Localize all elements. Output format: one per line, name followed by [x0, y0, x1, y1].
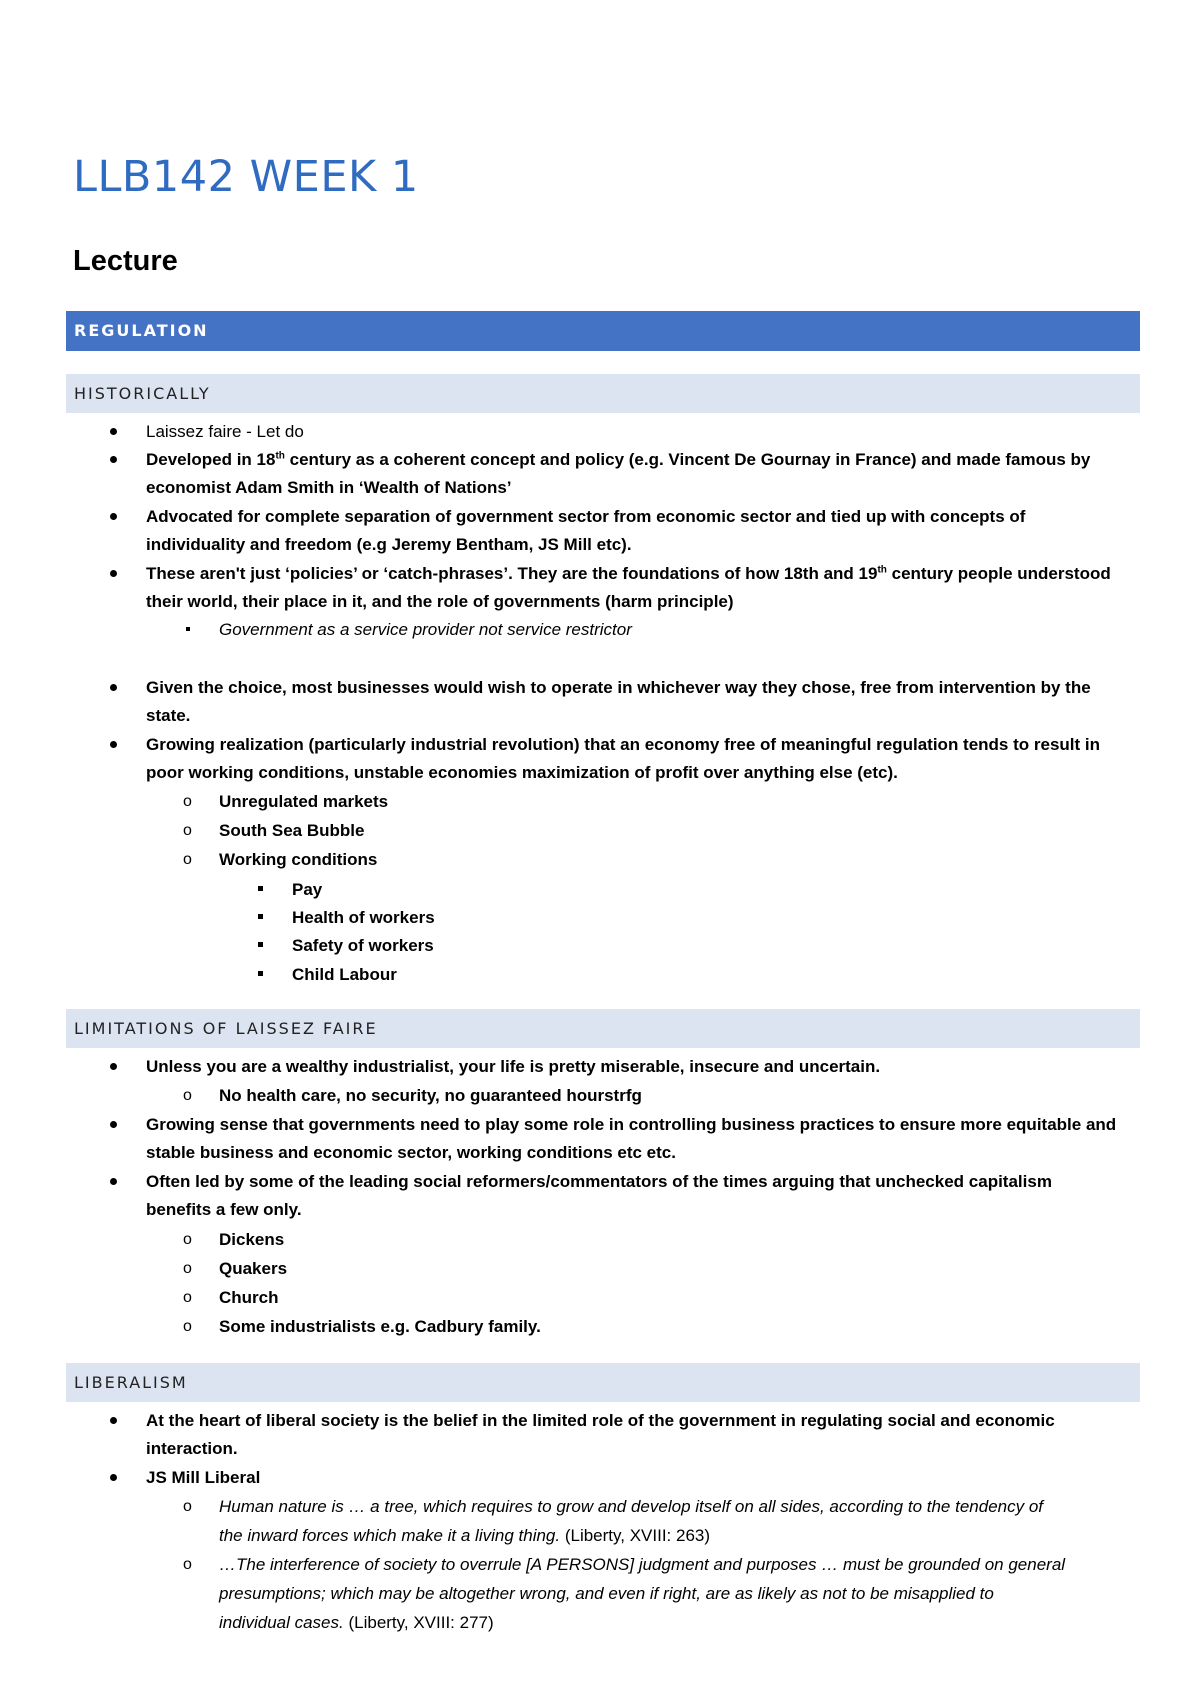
- list-subitem: Church: [219, 1288, 279, 1307]
- list-item: These aren't just ‘policies’ or ‘catch-phrases’. They are the foundations of how 18th and 19th century people understood: [146, 564, 1111, 583]
- list-item: Advocated for complete separation of government sector from economic sector and tied up with concepts of: [146, 507, 1026, 526]
- list-item-continuation: stable business and economic sector, working conditions etc etc.: [146, 1143, 676, 1162]
- list-subitem: Quakers: [219, 1259, 288, 1278]
- circle-bullet-marker: o: [183, 1260, 192, 1277]
- circle-bullet-marker: o: [183, 1087, 192, 1104]
- list-item: Unless you are a wealthy industrialist, your life is pretty miserable, insecure and uncertain.: [146, 1057, 881, 1076]
- circle-bullet-marker: o: [183, 1556, 192, 1573]
- bullet-marker: [110, 741, 117, 748]
- document-title: LLB142 WEEK 1: [73, 152, 419, 202]
- square-bullet-marker: [258, 886, 263, 891]
- list-item: Developed in 18th century as a coherent concept and policy (e.g. Vincent De Gournay in France) and made famous by: [146, 450, 1091, 469]
- heading-liberalism: LIBERALISM: [66, 1363, 1140, 1402]
- list-subitem: Unregulated markets: [219, 792, 389, 811]
- bullet-marker: [110, 1178, 117, 1185]
- bullet-marker: [110, 1417, 117, 1424]
- list-item-continuation: individuality and freedom (e.g Jeremy Bentham, JS Mill etc).: [146, 535, 632, 554]
- circle-bullet-marker: o: [183, 822, 192, 839]
- list-item-continuation: their world, their place in it, and the role of governments (harm principle): [146, 592, 734, 611]
- heading-historically: HISTORICALLY: [66, 374, 1140, 413]
- circle-bullet-marker: o: [183, 1318, 192, 1335]
- quote-line: presumptions; which may be altogether wrong, and even if right, are as likely as not to be misapplied to: [219, 1584, 994, 1603]
- bullet-marker: [110, 1063, 117, 1070]
- list-subitem: Dickens: [219, 1230, 285, 1249]
- circle-bullet-marker: o: [183, 1498, 192, 1515]
- square-bullet-marker: [186, 627, 190, 631]
- quote-line: the inward forces which make it a living thing. (Liberty, XVIII: 263): [219, 1526, 711, 1545]
- quote-line: …The interference of society to overrule [A PERSONS] judgment and purposes … must be grounded on general: [219, 1555, 1066, 1574]
- bullet-marker: [110, 428, 117, 435]
- circle-bullet-marker: o: [183, 1289, 192, 1306]
- list-subitem: Some industrialists e.g. Cadbury family.: [219, 1317, 541, 1336]
- list-item: Often led by some of the leading social reformers/commentators of the times arguing that unchecked capitalism: [146, 1172, 1052, 1191]
- list-subitem: Working conditions: [219, 850, 378, 869]
- list-item: Given the choice, most businesses would wish to operate in whichever way they chose, free from intervention by the: [146, 678, 1091, 697]
- bullet-marker: [110, 1474, 117, 1481]
- list-item-continuation: economist Adam Smith in ‘Wealth of Nations’: [146, 478, 512, 497]
- quote-line: Human nature is … a tree, which requires to grow and develop itself on all sides, according to the tendency of: [219, 1497, 1044, 1516]
- list-item: Growing realization (particularly industrial revolution) that an economy free of meaningful regulation tends to result in: [146, 735, 1101, 754]
- list-item: JS Mill Liberal: [146, 1468, 261, 1487]
- list-item: At the heart of liberal society is the belief in the limited role of the government in regulating social and economic: [146, 1411, 1055, 1430]
- bullet-marker: [110, 570, 117, 577]
- heading-limitations: LIMITATIONS OF LAISSEZ FAIRE: [66, 1009, 1140, 1048]
- list-subitem: Government as a service provider not service restrictor: [219, 620, 632, 639]
- bullet-marker: [110, 513, 117, 520]
- quote-line: individual cases. (Liberty, XVIII: 277): [219, 1613, 494, 1632]
- bullet-marker: [110, 684, 117, 691]
- list-item-continuation: interaction.: [146, 1439, 238, 1458]
- square-bullet-marker: [258, 942, 263, 947]
- circle-bullet-marker: o: [183, 793, 192, 810]
- square-bullet-marker: [258, 971, 263, 976]
- section-regulation-band: REGULATION: [66, 311, 1140, 351]
- list-item-continuation: benefits a few only.: [146, 1200, 302, 1219]
- lecture-heading: Lecture: [73, 245, 178, 277]
- square-bullet-marker: [258, 914, 263, 919]
- list-subsubitem: Child Labour: [292, 965, 397, 984]
- list-subitem: No health care, no security, no guaranteed hourstrfg: [219, 1086, 642, 1105]
- bullet-marker: [110, 456, 117, 463]
- list-item: Growing sense that governments need to play some role in controlling business practices to ensure more equitable and: [146, 1115, 1117, 1134]
- bullet-marker: [110, 1121, 117, 1128]
- list-item-continuation: state.: [146, 706, 191, 725]
- list-subsubitem: Pay: [292, 880, 323, 899]
- circle-bullet-marker: o: [183, 1231, 192, 1248]
- circle-bullet-marker: o: [183, 851, 192, 868]
- list-item-continuation: poor working conditions, unstable economies maximization of profit over anything else (etc).: [146, 763, 898, 782]
- list-subitem: South Sea Bubble: [219, 821, 365, 840]
- list-subsubitem: Safety of workers: [292, 936, 434, 955]
- list-item: Laissez faire - Let do: [146, 422, 304, 441]
- list-subsubitem: Health of workers: [292, 908, 435, 927]
